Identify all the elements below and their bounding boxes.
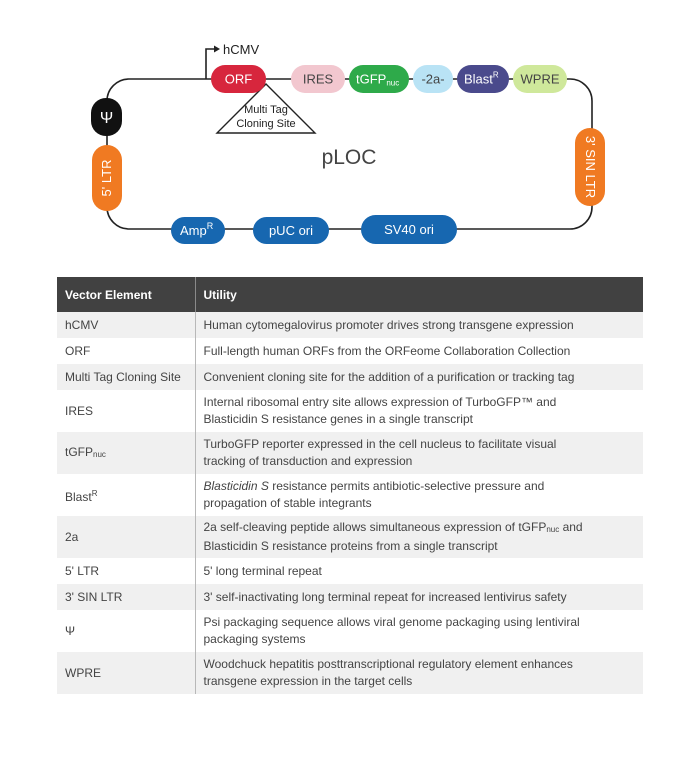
vector-name: pLOC xyxy=(321,146,377,169)
wpre-label: WPRE xyxy=(520,71,560,87)
row-utility: TurboGFP reporter expressed in the cell nucleus to facilitate visual tracking of transduction and expression xyxy=(195,432,643,474)
row-element: hCMV xyxy=(57,312,195,338)
table-row xyxy=(57,474,643,516)
row-element: Multi Tag Cloning Site xyxy=(57,364,195,390)
tgfp-label: tGFPnuc xyxy=(356,71,400,88)
row-element: IRES xyxy=(57,390,195,432)
table-row xyxy=(57,312,643,338)
row-utility: Convenient cloning site for the addition of a purification or tracking tag xyxy=(195,364,643,390)
table-row xyxy=(57,584,643,610)
header-utility: Utility xyxy=(195,277,643,312)
row-utility: Full-length human ORFs from the ORFeome Collaboration Collection xyxy=(195,338,643,364)
row-utility: Internal ribosomal entry site allows expression of TurboGFP™ and Blasticidin S resistance genes in a single transcript xyxy=(195,390,643,432)
sv40-ori-label: SV40 ori xyxy=(384,222,434,237)
2a-label: -2a- xyxy=(421,71,445,87)
row-element: 3' SIN LTR xyxy=(57,584,195,610)
mcs-label-line2: Cloning Site xyxy=(236,118,296,130)
row-element: 2a xyxy=(57,516,195,558)
row-utility: 3' self-inactivating long terminal repeat for increased lentivirus safety xyxy=(195,584,643,610)
orf-label: ORF xyxy=(224,71,253,87)
3-sin-ltr-label: 3' SIN LTR xyxy=(583,135,598,199)
header-vector-element: Vector Element xyxy=(57,277,195,312)
table-row xyxy=(57,652,643,694)
blast-label: Blast$^R$ xyxy=(464,70,499,87)
row-utility: 5' long terminal repeat xyxy=(195,558,643,584)
table-row xyxy=(57,364,643,390)
row-element: WPRE xyxy=(57,652,195,694)
table-header-row xyxy=(57,277,643,312)
row-utility: Human cytomegalovirus promoter drives strong transgene expression xyxy=(195,312,643,338)
psi-label: Ψ xyxy=(99,110,114,127)
table-row xyxy=(57,338,643,364)
row-utility: Psi packaging sequence allows viral genome packaging using lentiviral packaging systems xyxy=(195,610,643,652)
row-element: Ψ xyxy=(57,610,195,652)
puc-ori-label: pUC ori xyxy=(268,223,314,238)
5-ltr-label: 5' LTR xyxy=(99,159,114,197)
row-element: 5' LTR xyxy=(57,558,195,584)
vector-element-table xyxy=(57,277,643,694)
ires-label: IRES xyxy=(302,71,334,87)
table-row xyxy=(57,558,643,584)
table-row xyxy=(57,610,643,652)
row-utility: Blasticidin S resistance permits antibiotic-selective pressure and propagation of stable integrants xyxy=(195,474,643,516)
table-row xyxy=(57,390,643,432)
table-row xyxy=(57,432,643,474)
row-element: tGFP$_{nuc}$ xyxy=(57,432,195,474)
table-row xyxy=(57,516,643,558)
row-element: Blast$^R$ xyxy=(57,474,195,516)
row-utility: 2a self-cleaving peptide allows simultaneous expression of tGFP$_{nuc}$ and Blasticidin S resistance proteins from a single transcript xyxy=(195,516,643,558)
vector-map xyxy=(0,0,700,260)
hcmv-label: hCMV xyxy=(223,42,260,57)
row-element: ORF xyxy=(57,338,195,364)
row-utility: Woodchuck hepatitis posttranscriptional regulatory element enhances transgene expression in the target cells xyxy=(195,652,643,694)
amp-label: Amp$^R$ xyxy=(180,221,214,238)
mcs-label-line1: Multi Tag xyxy=(244,104,288,116)
